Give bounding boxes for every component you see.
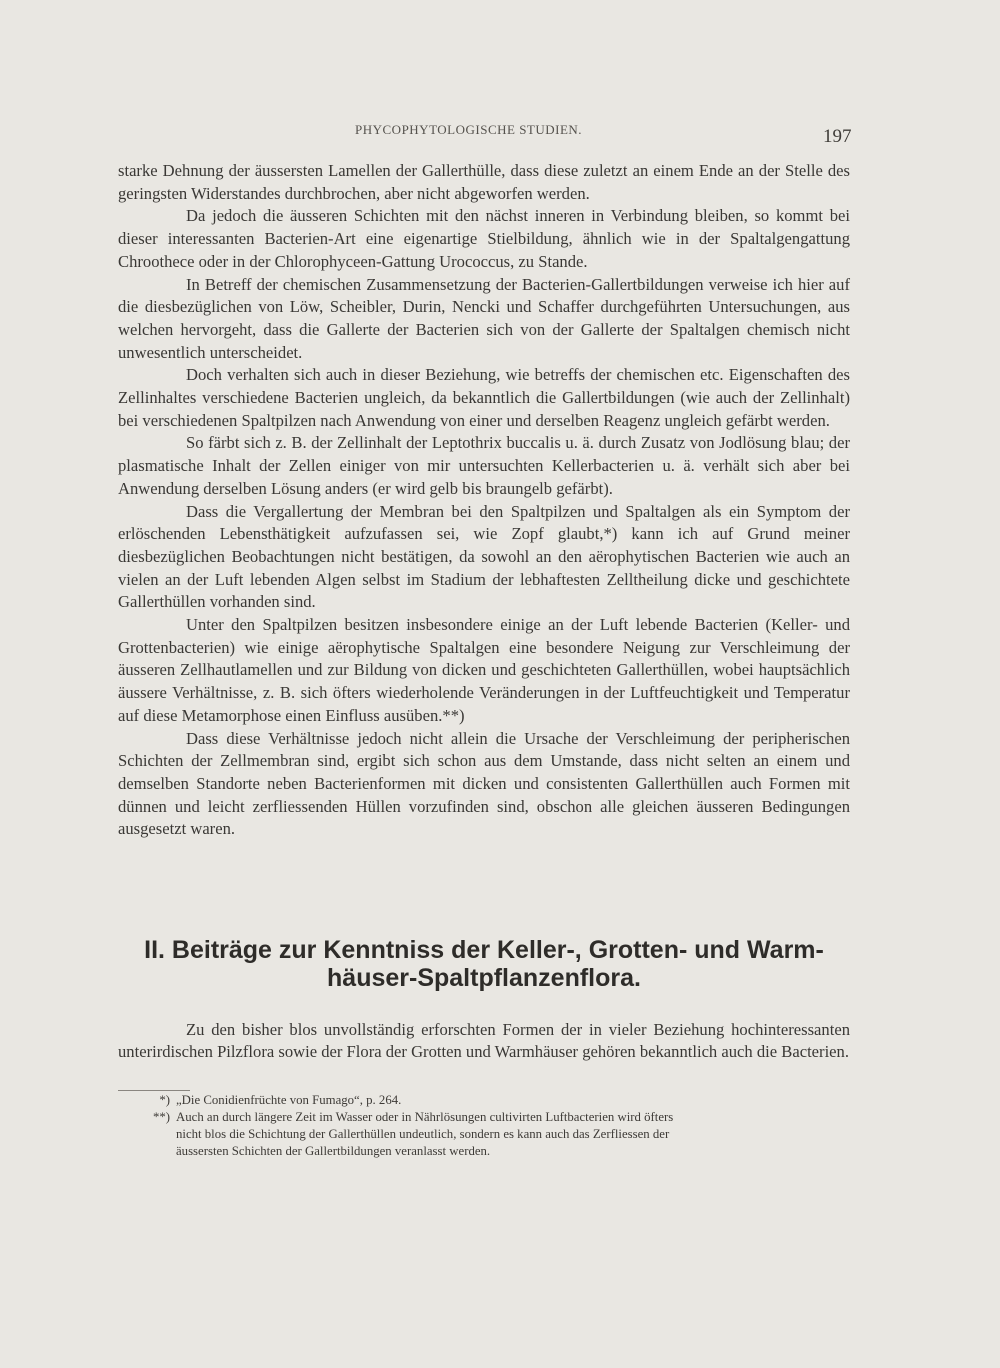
- paragraph: Da jedoch die äusseren Schichten mit den nächst inneren in Verbindung bleiben, so kommt bei dieser interessanten Bacterien-Art eine eigenartige Stielbildung, ähnlich wie in der Spaltalgengattung Chroothece oder in der Chlorophyceen-Gattung Urococcus, zu Stande.: [118, 206, 850, 271]
- footnote: [118, 1092, 850, 1109]
- footnote: [118, 1109, 850, 1126]
- page-number: 197: [823, 126, 852, 147]
- footnote-mark: *): [159, 1093, 170, 1107]
- footnote-rule: [118, 1090, 190, 1091]
- section-heading-line: häuser-Spaltpflanzenflora.: [327, 964, 641, 992]
- footnote-mark: **): [152, 1110, 170, 1124]
- paragraph: Doch verhalten sich auch in dieser Beziehung, wie betreffs der chemischen etc. Eigenschaften des Zellinhaltes verschiedene Bacterien ungleich, da bekanntlich die Gallertbildungen (wie auch der Zellinhalt) bei verschiedenen Spaltpilzen nach Anwendung von einer und derselben Reagenz ungleich gefärbt werden.: [118, 365, 850, 430]
- paragraph: Unter den Spaltpilzen besitzen insbesondere einige an der Luft lebende Bacterien (Keller- und Grottenbacterien) wie einige aërophytische Spaltalgen eine besondere Neigung zur Verschleimung der äusseren Zellhautlamellen und zur Bildung von dicken und geschichteten Gallerthüllen, wobei hauptsächlich äussere Verhältnisse, z. B. sich öfters wiederholende Veränderungen in der Luftfeuchtigkeit und Temperatur auf diese Metamorphose einen Einfluss ausüben.**): [118, 615, 850, 725]
- footnotes: [118, 1092, 850, 1160]
- paragraph: In Betreff der chemischen Zusammensetzung der Bacterien-Gallertbildungen verweise ich hier auf die diesbezüglichen von Löw, Scheibler, Durin, Nencki und Schaffer durchgeführten Untersuchungen, aus welchen hervorgeht, dass die Gallerte der Bacterien sich von der Gallerte der Spaltalgen chemisch nicht unwesentlich unterscheidet.: [118, 274, 850, 362]
- paragraph: Dass diese Verhältnisse jedoch nicht allein die Ursache der Verschleimung der peripherischen Schichten der Zellmembran sind, ergibt sich schon aus dem Umstande, dass nicht selten an einem und demselben Standorte neben Bacterienformen mit dicken und consistenten Gallerthüllen auch Formen mit dünnen und leicht zerfliessenden Hüllen vorzufinden sind, obschon alle gleichen äusseren Bedingungen ausgesetzt waren.: [118, 728, 850, 839]
- section-heading: [118, 936, 850, 992]
- paragraph: Zu den bisher blos unvollständig erforschten Formen der in vieler Beziehung hochinteressanten unterirdischen Pilzflora sowie der Flora der Grotten und Warmhäuser gehören bekanntlich auch die Bacterien.: [118, 1020, 850, 1061]
- running-title: PHYCOPHYTOLOGISCHE STUDIEN.: [355, 122, 583, 137]
- paragraph: Dass die Vergallertung der Membran bei den Spaltpilzen und Spaltalgen als ein Symptom der erlöschenden Lebensthätigkeit aufzufassen sei, wie Zopf glaubt,*) kann ich auf Grund meiner diesbezüglichen Beobachtungen nicht bestätigen, da sowohl an den aërophytischen Bacterien wie auch an vielen an der Luft lebenden Algen selbst im Stadium der lebhaftesten Zelltheilung dicke und geschichtete Gallerthüllen vorhanden sind.: [118, 501, 850, 612]
- footnote-text: Auch an durch längere Zeit im Wasser oder in Nährlösungen cultivirten Luftbacterien wird öfters: [176, 1110, 674, 1124]
- paragraph: So färbt sich z. B. der Zellinhalt der Leptothrix buccalis u. ä. durch Zusatz von Jodlösung blau; der plasmatische Inhalt der Zellen einiger von mir untersuchten Kellerbacterien u. ä. verhält sich aber bei Anwendung derselben Lösung anders (er wird gelb bis braungelb gefärbt).: [118, 433, 850, 498]
- footnote-text: nicht blos die Schichtung der Gallerthüllen undeutlich, sondern es kann auch das Zerfliessen der: [176, 1127, 670, 1141]
- section-heading-line: II. Beiträge zur Kenntniss der Keller-, Grotten- und Warm-: [144, 936, 824, 964]
- body-text: [118, 160, 850, 841]
- footnote-text: äussersten Schichten der Gallertbildungen veranlasst werden.: [176, 1144, 491, 1158]
- paragraph: starke Dehnung der äussersten Lamellen der Gallerthülle, dass diese zuletzt an einem Ende an der Stelle des geringsten Widerstandes durchbrochen, aber nicht abgeworfen werden.: [118, 161, 850, 203]
- footnote-text: „Die Conidienfrüchte von Fumago“, p. 264.: [176, 1093, 402, 1107]
- section-body: [118, 1019, 850, 1063]
